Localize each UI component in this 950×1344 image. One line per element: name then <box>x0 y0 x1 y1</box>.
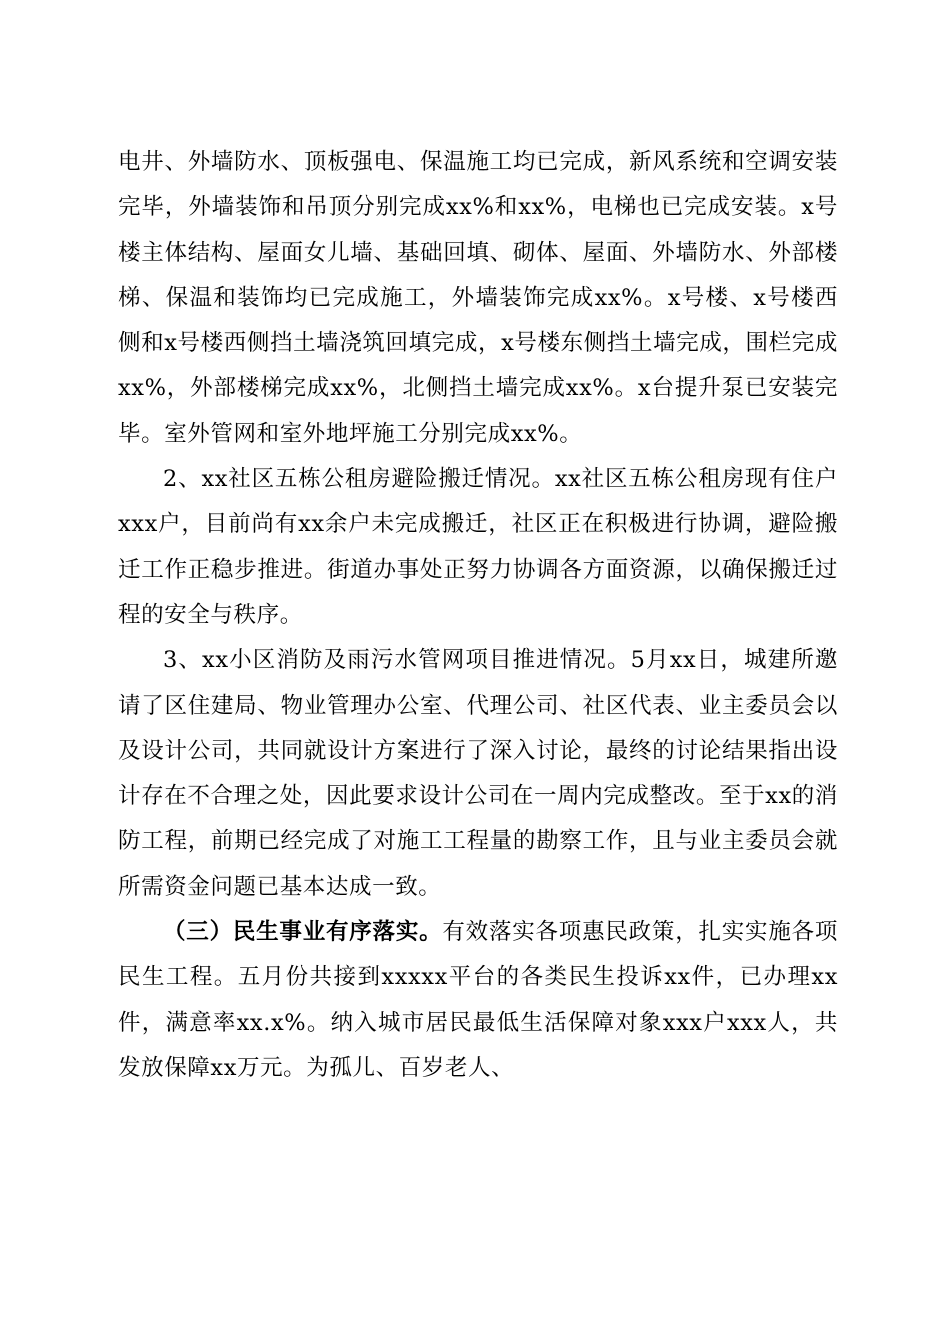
paragraph-text: 电井、外墙防水、顶板强电、保温施工均已完成，新风系统和空调安装完毕，外墙装饰和吊顶分别完成xx%和xx%，电梯也已完成安装。x号楼主体结构、屋面女儿墙、基础回填、砌体、屋面、外墙防水、外部楼梯、保温和装饰均已完成施工，外墙装饰完成xx%。x号楼、x号楼西侧和x号楼西侧挡土墙浇筑回填完成，x号楼东侧挡土墙完成，围栏完成xx%，外部楼梯完成xx%，北侧挡土墙完成xx%。x台提升泵已安装完毕。室外管网和室外地坪施工分别完成xx%。 <box>118 149 838 447</box>
paragraph-text: 2、xx社区五栋公租房避险搬迁情况。xx社区五栋公租房现有住户xxx户，目前尚有xx余户未完成搬迁，社区正在积极进行协调，避险搬迁工作正稳步推进。街道办事处正努力协调各方面资源，以确保搬迁过程的安全与秩序。 <box>118 466 838 628</box>
section-heading: （三）民生事业有序落实。 <box>163 919 443 946</box>
paragraph-fire-pipeline <box>118 638 838 910</box>
paragraph-relocation <box>118 457 838 638</box>
paragraph-text: 3、xx小区消防及雨污水管网项目推进情况。5月xx日，城建所邀请了区住建局、物业管理办公室、代理公司、社区代表、业主委员会以及设计公司，共同就设计方案进行了深入讨论，最终的讨论结果指出设计存在不合理之处，因此要求设计公司在一周内完成整改。至于xx的消防工程，前期已经完成了对施工工程量的勘察工作，且与业主委员会就所需资金问题已基本达成一致。 <box>118 647 838 900</box>
paragraph-text: 有效落实各项惠民政策，扎实实施各项民生工程。五月份共接到xxxxx平台的各类民生投诉xx件，已办理xx件，满意率xx.x%。纳入城市居民最低生活保障对象xxx户xxx人，共发放保障xx万元。为孤儿、百岁老人、 <box>118 919 839 1081</box>
paragraph-livelihood <box>118 910 838 1091</box>
document-body <box>118 140 838 1091</box>
paragraph-construction-progress <box>118 140 838 457</box>
